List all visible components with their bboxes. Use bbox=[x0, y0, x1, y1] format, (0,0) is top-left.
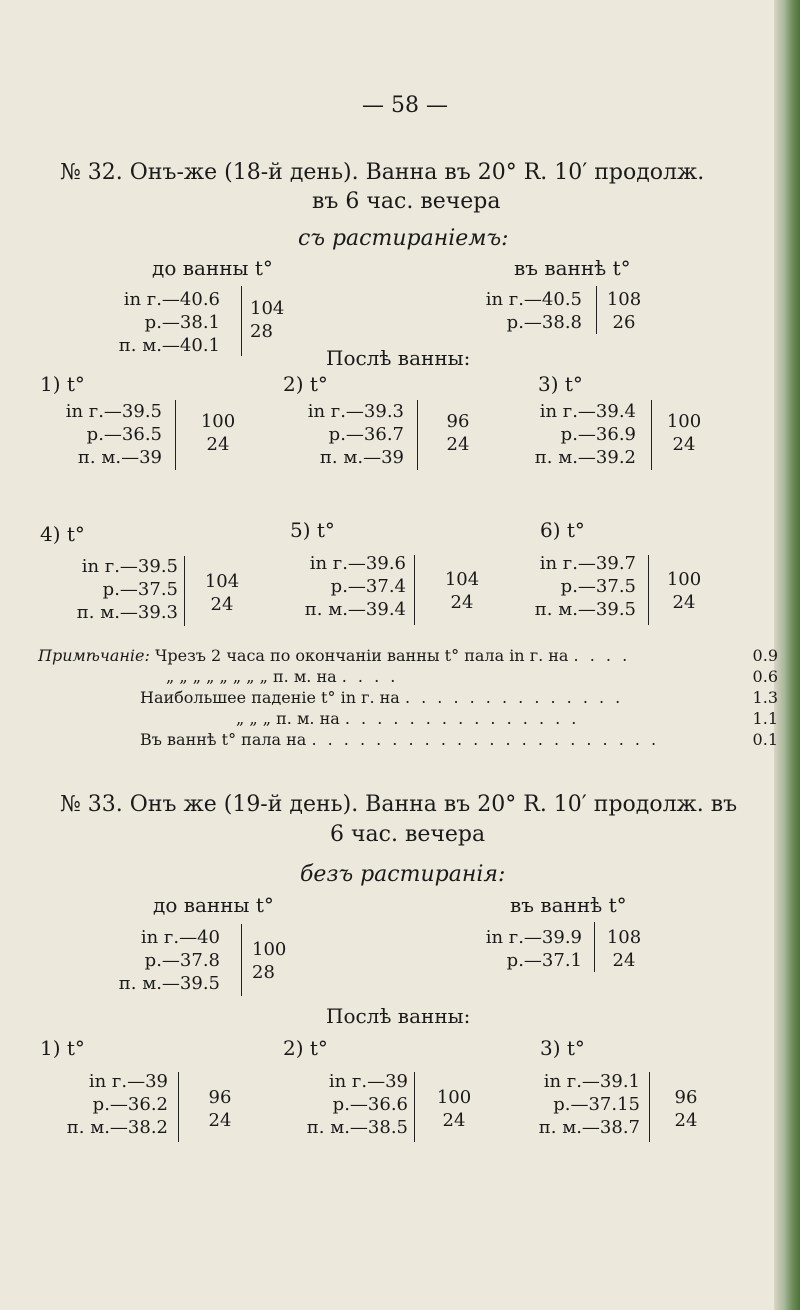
reading-line: п. м.—39.3 bbox=[76, 602, 178, 623]
reading-line: р.—36.2 bbox=[92, 1094, 168, 1115]
case33-mode: безъ растиранія: bbox=[300, 862, 506, 887]
measurement-readings bbox=[500, 400, 636, 469]
reading-line: in г.—39 bbox=[88, 1071, 168, 1092]
divider bbox=[651, 400, 652, 470]
reading-line: in г.—39.5 bbox=[81, 556, 178, 577]
case33-before-readings bbox=[70, 926, 220, 995]
measurement-side bbox=[194, 410, 242, 456]
pulse-value: 108 bbox=[606, 927, 642, 948]
case32-title-line1: № 32. Онъ-же (18-й день). Ванна въ 20° R. 10′ продолж. bbox=[60, 160, 705, 185]
reading-line: п. м.—38.7 bbox=[538, 1117, 640, 1138]
reading-line: in г.—40 bbox=[140, 927, 220, 948]
divider bbox=[649, 1072, 650, 1142]
case33-in-bath-side bbox=[604, 926, 644, 972]
reading-line: р.—38.8 bbox=[506, 312, 582, 333]
note-value: 1.1 bbox=[752, 709, 778, 728]
resp-value: 24 bbox=[442, 1110, 466, 1131]
measurement-readings bbox=[36, 400, 162, 469]
reading-line: in г.—39.1 bbox=[543, 1071, 640, 1092]
pulse-value: 100 bbox=[666, 569, 702, 590]
pulse-value: 96 bbox=[208, 1087, 232, 1108]
reading-line: in г.—39.3 bbox=[307, 401, 404, 422]
case32-after-label: Послѣ ванны: bbox=[326, 346, 471, 370]
reading-line: in г.—39 bbox=[328, 1071, 408, 1092]
resp-value: 24 bbox=[450, 592, 474, 613]
measurement-side bbox=[430, 1086, 478, 1132]
resp-value: 24 bbox=[210, 594, 234, 615]
note-text: „ „ „ п. м. на bbox=[236, 709, 340, 728]
pulse-value: 104 bbox=[444, 569, 480, 590]
reading-line: п. м.—38.5 bbox=[306, 1117, 408, 1138]
leader-dots: . . . . . . . . . . . . . . . . . . . . . . bbox=[311, 730, 660, 749]
measurement-side bbox=[438, 410, 478, 456]
divider bbox=[241, 286, 242, 356]
divider bbox=[417, 400, 418, 470]
case33-before-label: до ванны t° bbox=[153, 893, 274, 917]
reading-line: р.—37.4 bbox=[330, 576, 406, 597]
measurement-label: 3) t° bbox=[538, 372, 583, 396]
measurement-label: 1) t° bbox=[40, 372, 85, 396]
reading-line: п. м.—38.2 bbox=[66, 1117, 168, 1138]
divider bbox=[241, 924, 242, 996]
note-value: 0.1 bbox=[752, 730, 778, 749]
reading-line: р.—36.7 bbox=[328, 424, 404, 445]
pulse-value: 100 bbox=[436, 1087, 472, 1108]
measurement-readings bbox=[262, 552, 406, 621]
case32-before-side bbox=[250, 297, 284, 343]
resp-value: 24 bbox=[672, 592, 696, 613]
divider bbox=[178, 1072, 179, 1142]
case32-before-label: до ванны t° bbox=[152, 256, 273, 280]
measurement-side bbox=[196, 1086, 244, 1132]
pulse-value: 100 bbox=[252, 939, 287, 960]
case32-in-bath-readings bbox=[420, 288, 582, 334]
case32-note-row bbox=[236, 709, 778, 728]
resp-value: 28 bbox=[250, 321, 273, 342]
resp-value: 28 bbox=[252, 962, 275, 983]
resp-value: 24 bbox=[674, 1110, 698, 1131]
reading-line: in г.—39.5 bbox=[65, 401, 162, 422]
reading-line: in г.—40.5 bbox=[485, 289, 582, 310]
reading-line: in г.—40.6 bbox=[123, 289, 220, 310]
divider bbox=[414, 1072, 415, 1142]
reading-line: п. м.—39 bbox=[319, 447, 404, 468]
note-prefix: Примѣчаніе: bbox=[38, 646, 150, 665]
measurement-label: 5) t° bbox=[290, 518, 335, 542]
pulse-value: 96 bbox=[674, 1087, 698, 1108]
reading-line: р.—37.5 bbox=[560, 576, 636, 597]
reading-line: р.—37.5 bbox=[102, 579, 178, 600]
case32-note-row bbox=[140, 688, 778, 707]
case33-in-bath-readings bbox=[430, 926, 582, 972]
case32-in-bath-side bbox=[604, 288, 644, 334]
divider bbox=[175, 400, 176, 470]
resp-value: 24 bbox=[612, 950, 636, 971]
pulse-value: 100 bbox=[200, 411, 236, 432]
case32-note-row bbox=[38, 646, 778, 665]
note-text: „ „ „ „ „ „ „ „ п. м. на bbox=[166, 667, 337, 686]
measurement-side bbox=[198, 570, 246, 616]
note-value: 0.6 bbox=[752, 667, 778, 686]
pulse-value: 104 bbox=[204, 571, 240, 592]
measurement-side bbox=[438, 568, 486, 614]
reading-line: р.—36.9 bbox=[560, 424, 636, 445]
leader-dots: . . . . bbox=[341, 667, 399, 686]
divider bbox=[648, 555, 649, 625]
reading-line: р.—37.8 bbox=[144, 950, 220, 971]
measurement-label: 6) t° bbox=[540, 518, 585, 542]
note-text: Въ ваннѣ t° пала на bbox=[140, 730, 307, 749]
pulse-value: 104 bbox=[250, 298, 285, 319]
reading-line: п. м.—39.4 bbox=[304, 599, 406, 620]
measurement-side bbox=[662, 1086, 710, 1132]
reading-line: п. м.—39.5 bbox=[118, 973, 220, 994]
measurement-side bbox=[660, 568, 708, 614]
measurement-readings bbox=[36, 555, 178, 624]
case33-in-bath-label: въ ваннѣ t° bbox=[510, 893, 627, 917]
divider bbox=[596, 286, 597, 334]
measurement-side bbox=[660, 410, 708, 456]
measurement-label: 3) t° bbox=[540, 1036, 585, 1060]
resp-value: 24 bbox=[672, 434, 696, 455]
measurement-label: 2) t° bbox=[283, 372, 328, 396]
reading-line: р.—37.1 bbox=[506, 950, 582, 971]
reading-line: in г.—39.9 bbox=[485, 927, 582, 948]
divider bbox=[594, 922, 595, 972]
measurement-readings bbox=[500, 552, 636, 621]
resp-value: 24 bbox=[446, 434, 470, 455]
divider bbox=[414, 555, 415, 625]
case32-in-bath-label: въ ваннѣ t° bbox=[514, 256, 631, 280]
reading-line: in г.—39.7 bbox=[539, 553, 636, 574]
case33-before-side bbox=[252, 938, 286, 984]
measurement-label: 2) t° bbox=[283, 1036, 328, 1060]
case32-note-row bbox=[166, 667, 778, 686]
measurement-readings bbox=[262, 1070, 408, 1139]
reading-line: in г.—39.6 bbox=[309, 553, 406, 574]
resp-value: 26 bbox=[612, 312, 636, 333]
note-text: Чрезъ 2 часа по окончаніи ванны t° пала in г. на bbox=[154, 646, 569, 665]
case32-mode: съ растираніемъ: bbox=[298, 226, 509, 251]
leader-dots: . . . . . . . . . . . . . . . bbox=[344, 709, 580, 728]
page-number: — 58 — bbox=[362, 93, 448, 118]
note-text: Наибольшее паденіе t° in г. на bbox=[140, 688, 400, 707]
case32-title-line2: въ 6 час. вечера bbox=[312, 189, 501, 214]
reading-line: п. м.—39.2 bbox=[534, 447, 636, 468]
measurement-readings bbox=[36, 1070, 168, 1139]
leader-dots: . . . . . . . . . . . . . . bbox=[404, 688, 624, 707]
reading-line: р.—38.1 bbox=[144, 312, 220, 333]
measurement-label: 4) t° bbox=[40, 522, 85, 546]
pulse-value: 108 bbox=[606, 289, 642, 310]
resp-value: 24 bbox=[208, 1110, 232, 1131]
reading-line: р.—36.5 bbox=[86, 424, 162, 445]
note-value: 0.9 bbox=[752, 646, 778, 665]
reading-line: п. м.—39 bbox=[77, 447, 162, 468]
reading-line: р.—36.6 bbox=[332, 1094, 408, 1115]
pulse-value: 96 bbox=[446, 411, 470, 432]
reading-line: п. м.—39.5 bbox=[534, 599, 636, 620]
reading-line: р.—37.15 bbox=[553, 1094, 640, 1115]
reading-line: п. м.—40.1 bbox=[118, 335, 220, 356]
measurement-label: 1) t° bbox=[40, 1036, 85, 1060]
note-value: 1.3 bbox=[752, 688, 778, 707]
leader-dots: . . . . bbox=[573, 646, 631, 665]
case33-after-label: Послѣ ванны: bbox=[326, 1004, 471, 1028]
case32-before-readings bbox=[50, 288, 220, 357]
reading-line: in г.—39.4 bbox=[539, 401, 636, 422]
pulse-value: 100 bbox=[666, 411, 702, 432]
measurement-readings bbox=[490, 1070, 640, 1139]
case33-title-line1: № 33. Онъ же (19-й день). Ванна въ 20° R. 10′ продолж. въ bbox=[60, 792, 738, 817]
measurement-readings bbox=[262, 400, 404, 469]
resp-value: 24 bbox=[206, 434, 230, 455]
case32-note-row bbox=[140, 730, 778, 749]
divider bbox=[184, 556, 185, 626]
case33-title-line2: 6 час. вечера bbox=[330, 822, 486, 847]
